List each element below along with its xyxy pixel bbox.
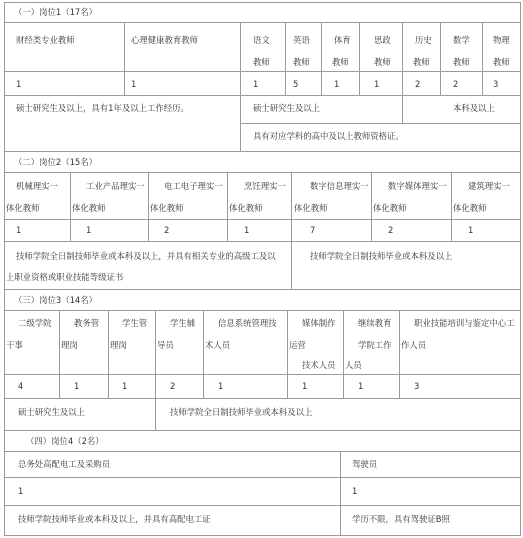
post-count: 1 — [244, 225, 250, 235]
post-count: 1 — [18, 486, 24, 496]
section-3-title: （三）岗位3（14名） — [14, 295, 97, 305]
grid-line — [4, 219, 521, 220]
post-label: 体化教师 — [6, 203, 40, 213]
post-label: 教师 — [332, 57, 349, 67]
requirement-text: 硕士研究生及以上 — [253, 103, 320, 113]
requirement-text: 技师学院技师毕业或本科及以上，并具有高配电工证 — [18, 514, 211, 524]
post-count: 1 — [253, 79, 259, 89]
post-count: 1 — [86, 225, 92, 235]
post-label: 数学 — [453, 35, 470, 45]
post-label: 数字媒体理实一 — [388, 181, 447, 191]
post-label: 教师 — [413, 57, 430, 67]
table-border — [520, 2, 521, 535]
post-label: 体化教师 — [294, 203, 328, 213]
post-label: 历史 — [415, 35, 432, 45]
post-label: 导员 — [157, 340, 174, 350]
post-count: 2 — [388, 225, 394, 235]
post-count: 1 — [352, 486, 358, 496]
post-count: 3 — [414, 381, 420, 391]
grid-line — [399, 310, 400, 398]
grid-line — [340, 451, 341, 535]
grid-line — [155, 310, 156, 430]
grid-line — [227, 172, 228, 241]
requirement-text: 本科及以上 — [453, 103, 495, 113]
post-label: 体化教师 — [150, 203, 184, 213]
post-label: 工业产品理实一 — [86, 181, 145, 191]
grid-line — [240, 123, 521, 124]
post-count: 1 — [218, 381, 224, 391]
post-label: 电工电子理实一 — [164, 181, 223, 191]
grid-line — [291, 172, 292, 289]
grid-line — [4, 241, 521, 242]
requirement-text: 硕士研究生及以上，具有1年及以上工作经历。 — [16, 103, 189, 113]
grid-line — [4, 289, 521, 290]
grid-line — [59, 310, 60, 398]
post-label: 体化教师 — [72, 203, 106, 213]
post-label: 媒体制作 — [302, 318, 336, 328]
post-label: 教师 — [374, 57, 391, 67]
post-label: 信息系统管理技 — [218, 318, 277, 328]
post-label: 体化教师 — [453, 203, 487, 213]
post-count: 2 — [453, 79, 459, 89]
grid-line — [371, 172, 372, 241]
table-border — [4, 2, 521, 3]
post-count: 2 — [164, 225, 170, 235]
grid-line — [451, 172, 452, 241]
post-label: 烹饪理实一 — [244, 181, 286, 191]
post-count: 7 — [310, 225, 316, 235]
post-label: 技术人员 — [302, 360, 336, 370]
post-count: 1 — [122, 381, 128, 391]
post-label: 语文 — [253, 35, 270, 45]
post-count: 4 — [18, 381, 24, 391]
requirement-text: 硕士研究生及以上 — [18, 407, 85, 417]
grid-line — [4, 398, 521, 399]
post-label: 继续教育 — [358, 318, 392, 328]
recruitment-table — [4, 0, 521, 538]
grid-line — [359, 22, 360, 95]
post-count: 3 — [493, 79, 499, 89]
grid-line — [240, 22, 241, 151]
post-label: 学生辅 — [170, 318, 196, 328]
post-label: 物理 — [493, 35, 510, 45]
grid-line — [4, 151, 521, 152]
post-count: 5 — [293, 79, 299, 89]
post-label: 心理健康教育教师 — [131, 35, 198, 45]
grid-line — [4, 71, 521, 72]
post-label: 学生管 — [122, 318, 148, 328]
post-count: 1 — [468, 225, 474, 235]
requirement-text: 技师学院全日制技师毕业或本科及以上 — [310, 251, 453, 261]
section-4-title: （四）岗位4（2名） — [26, 436, 104, 446]
grid-line — [321, 22, 322, 95]
grid-line — [203, 310, 204, 398]
post-label: 思政 — [374, 35, 391, 45]
post-label: 财经类专业教师 — [16, 35, 75, 45]
grid-line — [4, 451, 521, 452]
post-count: 1 — [74, 381, 80, 391]
grid-line — [402, 22, 403, 123]
grid-line — [285, 22, 286, 95]
post-label: 机械理实一 — [16, 181, 58, 191]
post-count: 1 — [358, 381, 364, 391]
post-label: 作人员 — [401, 340, 427, 350]
requirement-text: 技师学院全日制技师毕业或本科及以上 — [170, 407, 313, 417]
grid-line — [70, 172, 71, 241]
post-label: 理岗 — [110, 340, 127, 350]
post-label: 总务处高配电工及采购员 — [18, 459, 111, 469]
grid-line — [148, 172, 149, 241]
post-label: 学院工作 — [358, 340, 392, 350]
post-label: 术人员 — [205, 340, 231, 350]
grid-line — [4, 477, 521, 478]
grid-line — [108, 310, 109, 398]
post-label: 人员 — [345, 360, 362, 370]
post-label: 干事 — [6, 340, 23, 350]
post-count: 1 — [302, 381, 308, 391]
grid-line — [4, 172, 521, 173]
post-label: 二级学院 — [18, 318, 52, 328]
grid-line — [4, 505, 521, 506]
post-label: 运营 — [289, 340, 306, 350]
post-label: 教务管 — [74, 318, 100, 328]
post-label: 教师 — [253, 57, 270, 67]
requirement-text: 技师学院全日制技师毕业或本科及以上，并具有相关专业的高级工及以 — [16, 251, 276, 261]
post-label: 体化教师 — [229, 203, 263, 213]
section-2-title: （二）岗位2（15名） — [14, 157, 97, 167]
post-label: 教师 — [293, 57, 310, 67]
post-count: 2 — [415, 79, 421, 89]
post-count: 1 — [16, 225, 22, 235]
grid-line — [4, 22, 521, 23]
table-border — [4, 535, 521, 536]
post-count: 1 — [374, 79, 380, 89]
grid-line — [4, 374, 521, 375]
post-label: 驾驶员 — [352, 459, 378, 469]
post-count: 1 — [16, 79, 22, 89]
post-count: 1 — [131, 79, 137, 89]
post-label: 教师 — [493, 57, 510, 67]
post-count: 1 — [334, 79, 340, 89]
requirement-text: 学历不限，具有驾驶证B照 — [352, 514, 450, 524]
post-label: 体育 — [334, 35, 351, 45]
grid-line — [4, 95, 521, 96]
grid-line — [4, 430, 521, 431]
section-1-title: （一）岗位1（17名） — [14, 7, 97, 17]
post-label: 理岗 — [61, 340, 78, 350]
post-label: 教师 — [453, 57, 470, 67]
requirement-text: 上职业资格或职业技能等级证书 — [6, 272, 124, 282]
post-count: 2 — [170, 381, 176, 391]
grid-line — [440, 22, 441, 95]
requirement-note: 具有对应学科的高中及以上教师资格证。 — [253, 131, 404, 141]
grid-line — [482, 22, 483, 95]
grid-line — [287, 310, 288, 398]
post-label: 体化教师 — [373, 203, 407, 213]
grid-line — [124, 22, 125, 95]
post-label: 数字信息理实一 — [310, 181, 369, 191]
post-label: 英语 — [293, 35, 310, 45]
post-label: 建筑理实一 — [468, 181, 510, 191]
grid-line — [4, 310, 521, 311]
table-border — [4, 2, 5, 535]
grid-line — [343, 310, 344, 398]
post-label: 职业技能培训与鉴定中心工 — [414, 318, 515, 328]
